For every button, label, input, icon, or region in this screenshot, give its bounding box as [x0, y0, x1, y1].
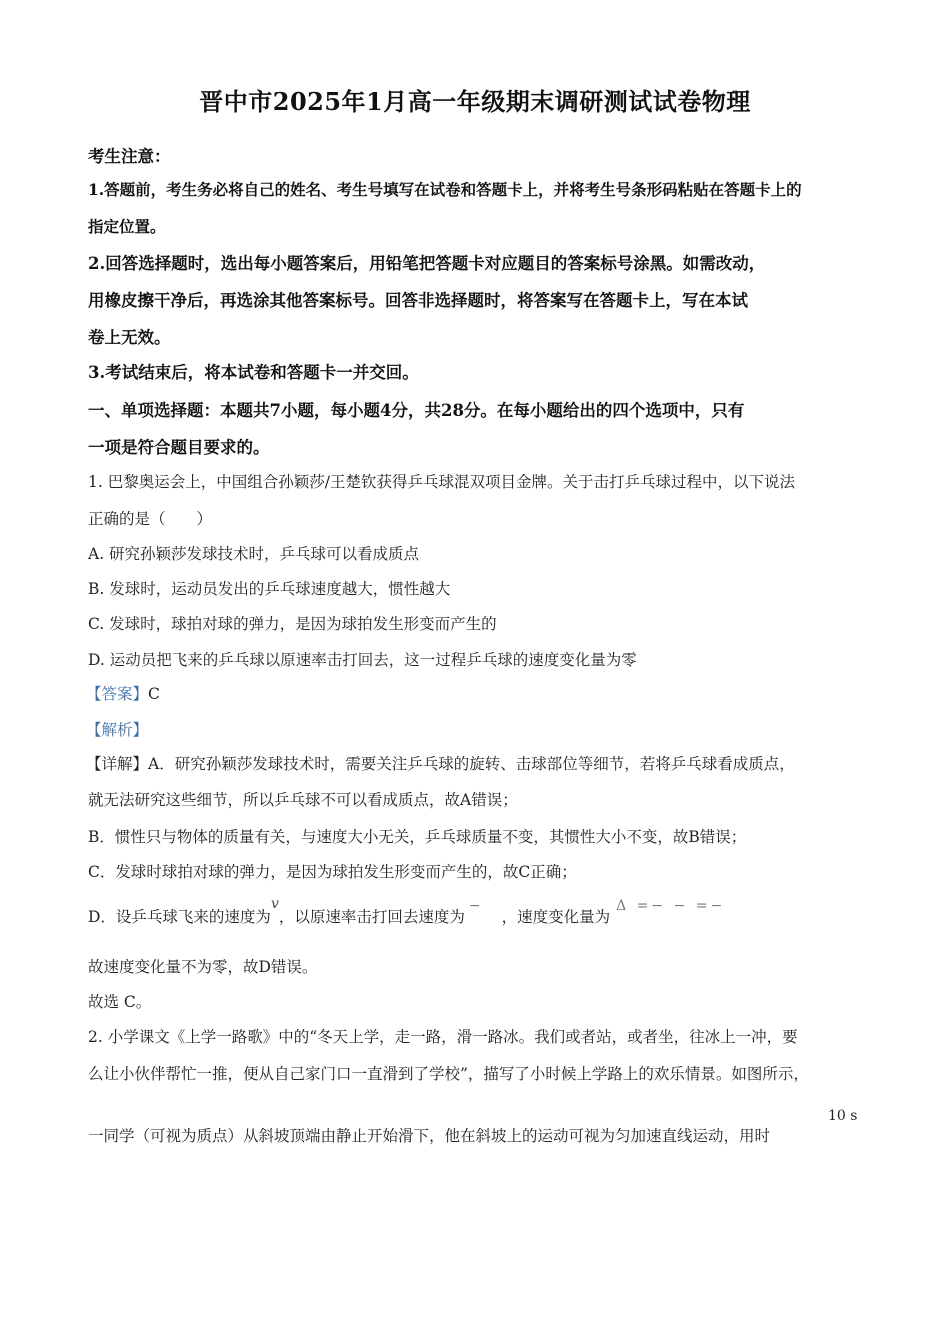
question-2-stem-cont: 么让小伙伴帮忙一推，便从自己家门口一直滑到了学校”，描写了小时候上学路上的欢乐情景。如图所示， — [88, 1065, 809, 1083]
detail-label: 【详解】 — [86, 755, 149, 773]
option-c: C. 发球时，球拍对球的弹力，是因为球拍发生形变而产生的 — [88, 615, 497, 633]
math-time: 10 s — [828, 1108, 858, 1124]
page-title: 晋中市2025年1月高一年级期末调研测试试卷物理 — [199, 87, 751, 116]
notice-item: 卷上无效。 — [88, 328, 171, 347]
math-formula: Δ =− − =− — [616, 898, 726, 914]
math-v: v — [270, 896, 279, 912]
answer-value: C — [148, 685, 160, 703]
question-2-stem: 2. 小学课文《上学一路歌》中的“冬天上学，走一路，滑一路冰。我们或者站，或者坐，往冰上一冲，要 — [88, 1028, 798, 1046]
notice-item: 3.考试结束后，将本试卷和答题卡一并交回。 — [88, 363, 419, 382]
option-a: A. 研究孙颖莎发球技术时，乒乓球可以看成质点 — [88, 545, 420, 563]
detail-d-text: D．设乒乓球飞来的速度为 — [88, 908, 271, 926]
answer-row — [86, 682, 160, 704]
notice-item: 2.回答选择题时，选出每小题答案后，用铅笔把答题卡对应题目的答案标号涂黑。如需改动， — [88, 254, 766, 273]
option-b: B. 发球时，运动员发出的乒乓球速度越大，惯性越大 — [88, 580, 451, 598]
final-answer: 故选 C。 — [88, 993, 152, 1011]
notice-item: 用橡皮擦干净后，再选涂其他答案标号。回答非选择题时，将答案写在答题卡上，写在本试 — [88, 291, 748, 310]
detail-b: B．惯性只与物体的质量有关，与速度大小无关，乒乓球质量不变，其惯性大小不变，故B错误； — [88, 828, 747, 846]
option-d: D. 运动员把飞来的乒乓球以原速率击打回去，这一过程乒乓球的速度变化量为零 — [88, 651, 637, 669]
section-heading: 一、单项选择题：本题共7小题，每小题4分，共28分。在每小题给出的四个选项中，只有 — [88, 401, 745, 420]
answer-label: 【答案】 — [86, 685, 149, 703]
detail-d-text: ，以原速率击打回去速度为 — [278, 908, 465, 926]
notice-item: 1.答题前，考生务必将自己的姓名、考生号填写在试卷和答题卡上，并将考生号条形码粘贴在答题卡上的 — [88, 180, 802, 199]
detail-d-text: ，速度变化量为 — [501, 908, 611, 926]
question-2-stem-cont: 一同学（可视为质点）从斜坡顶端由静止开始滑下，他在斜坡上的运动可视为匀加速直线运动，用时 — [88, 1127, 771, 1145]
detail-c: C．发球时球拍对球的弹力，是因为球拍发生形变而产生的，故C正确； — [88, 863, 577, 881]
question-1-stem-cont: 正确的是（ ） — [88, 510, 213, 528]
math-minus: − — [468, 898, 484, 914]
notice-heading: 考生注意： — [88, 147, 171, 166]
detail-text: A．研究孙颖莎发球技术时，需要关注乒乓球的旋转、击球部位等细节，若将乒乓球看成质点， — [148, 755, 795, 773]
detail-d-conclusion: 故速度变化量不为零，故D错误。 — [88, 958, 318, 976]
section-heading-cont: 一项是符合题目要求的。 — [88, 438, 270, 457]
analysis-label: 【解析】 — [86, 721, 149, 739]
detail-a-cont: 就无法研究这些细节，所以乒乓球不可以看成质点，故A错误； — [88, 791, 518, 809]
detail-a — [86, 752, 795, 774]
notice-item: 指定位置。 — [88, 217, 166, 236]
question-1-stem: 1. 巴黎奥运会上，中国组合孙颖莎/王楚钦获得乒乓球混双项目金牌。关于击打乒乓球过程中，以下说法 — [88, 473, 795, 491]
detail-d — [88, 896, 726, 927]
